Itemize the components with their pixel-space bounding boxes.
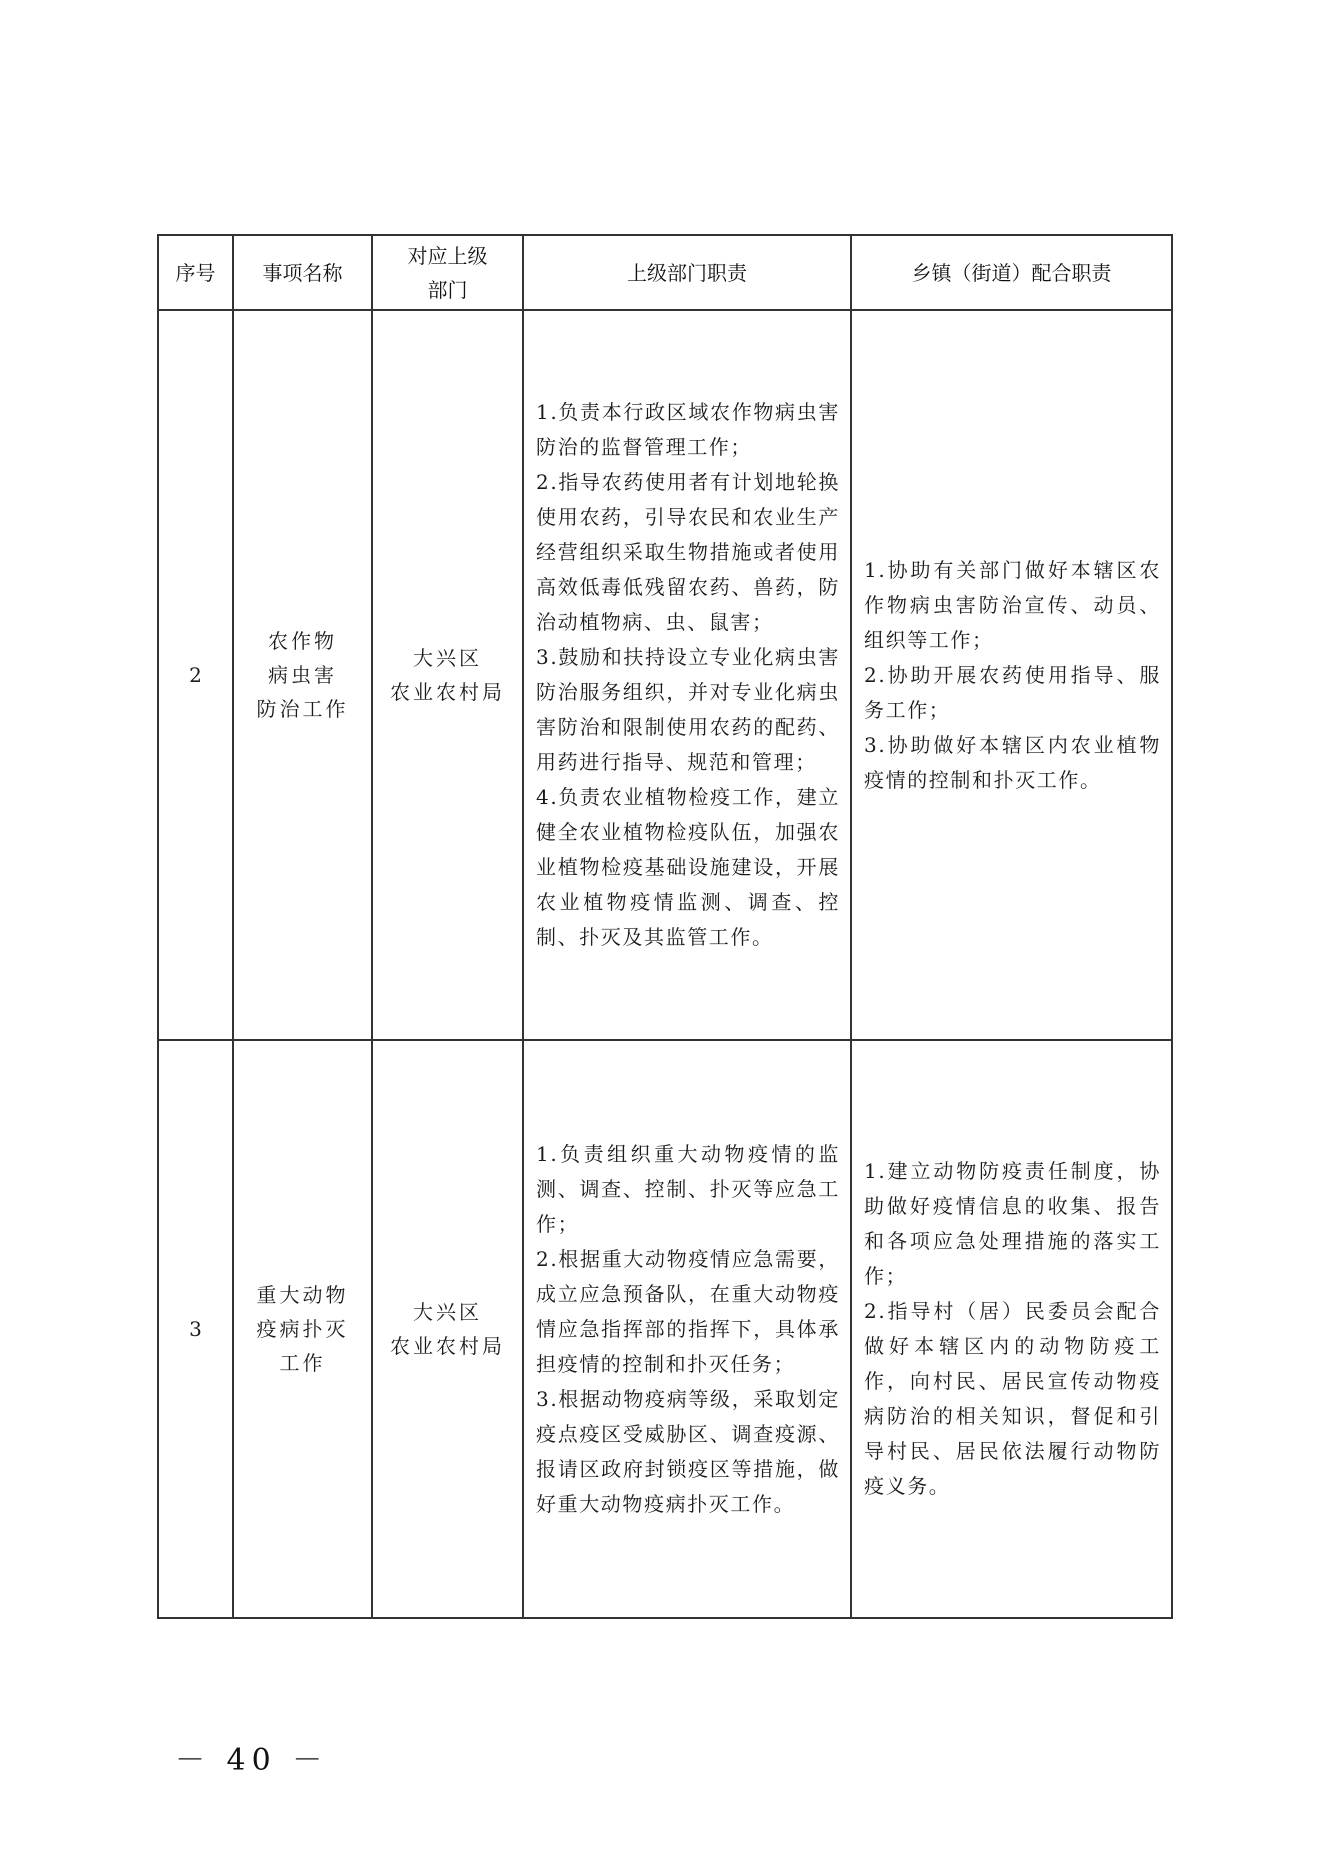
duty-item: 1.负责组织重大动物疫情的监测、调查、控制、扑灭等应急工作； bbox=[536, 1141, 840, 1236]
duty-item: 2.协助开展农药使用指导、服务工作； bbox=[864, 662, 1161, 722]
header-department bbox=[372, 235, 523, 310]
row-superior-duties bbox=[523, 1040, 851, 1618]
table-row bbox=[158, 1040, 1172, 1618]
duty-item: 2.指导村（居）民委员会配合做好本辖区内的动物防疫工作，向村民、居民宣传动物疫病防治的相关知识，督促和引导村民、居民依法履行动物防疫义务。 bbox=[864, 1299, 1161, 1498]
item-name-line: 农作物 bbox=[268, 629, 337, 653]
row-town-duties bbox=[851, 310, 1172, 1040]
item-name-line: 重大动物 bbox=[256, 1283, 349, 1307]
header-town-duties: 乡镇（街道）配合职责 bbox=[851, 235, 1172, 310]
duty-item: 4.负责农业植物检疫工作，建立健全农业植物检疫队伍，加强农业植物检疫基础设施建设，开展农业植物疫情监测、调查、控制、扑灭及其监管工作。 bbox=[536, 785, 840, 949]
duty-item: 1.建立动物防疫责任制度，协助做好疫情信息的收集、报告和各项应急处理措施的落实工作； bbox=[864, 1159, 1161, 1288]
duty-item: 1.协助有关部门做好本辖区农作物病虫害防治宣传、动员、组织等工作； bbox=[864, 557, 1161, 652]
header-department-line: 部门 bbox=[427, 277, 468, 302]
row-town-duties bbox=[851, 1040, 1172, 1618]
department-line: 农业农村局 bbox=[390, 1334, 505, 1358]
header-index: 序号 bbox=[158, 235, 233, 310]
item-name-line: 疫病扑灭 bbox=[256, 1317, 349, 1341]
header-item-name: 事项名称 bbox=[233, 235, 372, 310]
department-line: 大兴区 bbox=[413, 646, 482, 670]
row-department bbox=[372, 310, 523, 1040]
item-name-line: 防治工作 bbox=[256, 697, 349, 721]
duty-item: 3.鼓励和扶持设立专业化病虫害防治服务组织，并对专业化病虫害防治和限制使用农药的配药、用药进行指导、规范和管理； bbox=[536, 645, 840, 774]
header-superior-duties: 上级部门职责 bbox=[523, 235, 851, 310]
row-superior-duties bbox=[523, 310, 851, 1040]
header-department-line: 对应上级 bbox=[407, 243, 488, 268]
department-line: 大兴区 bbox=[413, 1300, 482, 1324]
row-department bbox=[372, 1040, 523, 1618]
item-name-line: 病虫害 bbox=[268, 663, 337, 687]
table-header-row bbox=[158, 235, 1172, 310]
row-item-name bbox=[233, 1040, 372, 1618]
duty-item: 2.指导农药使用者有计划地轮换使用农药，引导农民和农业生产经营组织采取生物措施或者使用高效低毒低残留农药、兽药，防治动植物病、虫、鼠害； bbox=[536, 470, 840, 634]
duty-item: 1.负责本行政区域农作物病虫害防治的监督管理工作； bbox=[536, 400, 840, 459]
row-item-name bbox=[233, 310, 372, 1040]
page-number: － 40 － bbox=[175, 1743, 329, 1778]
duty-item: 2.根据重大动物疫情应急需要，成立应急预备队，在重大动物疫情应急指挥部的指挥下，具体承担疫情的控制和扑灭任务； bbox=[536, 1246, 840, 1376]
row-index: 2 bbox=[158, 310, 233, 1040]
department-line: 农业农村局 bbox=[390, 680, 505, 704]
table-row bbox=[158, 310, 1172, 1040]
row-index: 3 bbox=[158, 1040, 233, 1618]
duty-item: 3.根据动物疫病等级，采取划定疫点疫区受威胁区、调查疫源、报请区政府封锁疫区等措施，做好重大动物疫病扑灭工作。 bbox=[536, 1386, 840, 1516]
duty-item: 3.协助做好本辖区内农业植物疫情的控制和扑灭工作。 bbox=[864, 732, 1161, 792]
duty-table bbox=[157, 234, 1173, 1619]
item-name-line: 工作 bbox=[279, 1351, 326, 1375]
